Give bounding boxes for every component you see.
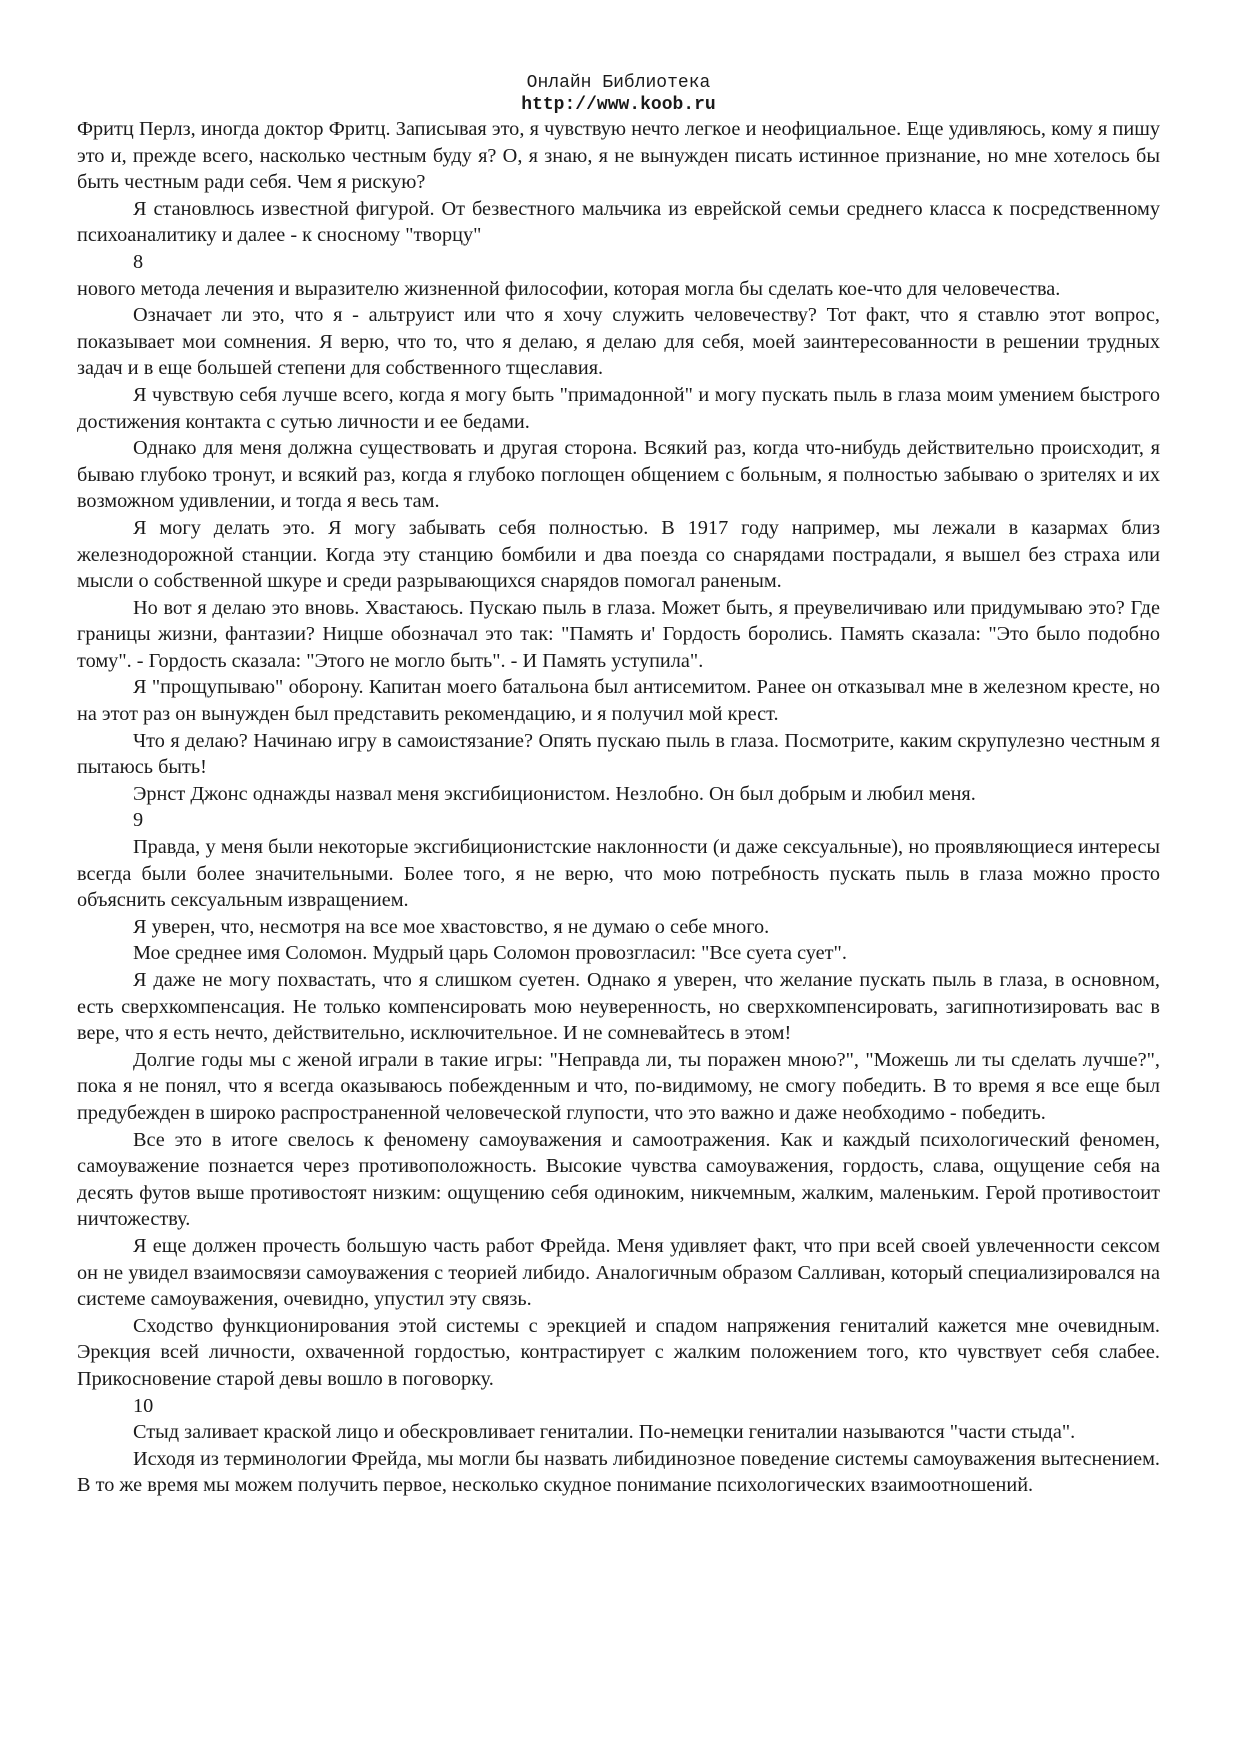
- paragraph: Фритц Перлз, иногда доктор Фритц. Записывая это, я чувствую нечто легкое и неофициальное. Еще удивляюсь, кому я пишу это и, прежде всего, насколько честным буду я? О, я знаю, я не вынужден писать истинное признание, но мне хотелось бы быть честным ради себя. Чем я рискую?: [77, 118, 1160, 194]
- page-number-marker: 10: [133, 1394, 154, 1417]
- paragraph: Я уверен, что, несмотря на все мое хвастовство, я не думаю о себе много.: [133, 915, 770, 938]
- paragraph: Стыд заливает краской лицо и обескровливает гениталии. По-немецки гениталии называются "части стыда".: [133, 1421, 1076, 1444]
- paragraph: Однако для меня должна существовать и другая сторона. Всякий раз, когда что-нибудь действительно происходит, я бываю глубоко тронут, и всякий раз, когда я глубоко поглощен общением с больным, я полностью забываю о зрителях и их возможном удивлении, и тогда я весь там.: [77, 437, 1160, 513]
- paragraph: Я могу делать это. Я могу забывать себя полностью. В 1917 году например, мы лежали в казармах близ железнодорожной станции. Когда эту станцию бомбили и два поезда со снарядами пострадали, я вышел без страха или мысли о собственной шкуре и среди разрывающихся снарядов помогал раненым.: [77, 516, 1160, 593]
- paragraph: Я становлюсь известной фигурой. От безвестного мальчика из еврейской семьи среднего класса к посредственному психоаналитику и далее - к сносному "творцу": [77, 197, 1160, 247]
- page-number-marker: 8: [133, 250, 144, 273]
- paragraph: Я даже не могу похвастать, что я слишком суетен. Однако я уверен, что желание пускать пыль в глаза, в основном, есть сверхкомпенсация. Не только компенсировать мою неуверенность, но сверхкомпенсировать, загипнотизировать вас в вере, что я есть нечто, действительно, исключительное. И не сомневайтесь в этом!: [77, 969, 1160, 1045]
- page-header: [77, 72, 1160, 116]
- paragraph: Я "прощупываю" оборону. Капитан моего батальона был антисемитом. Ранее он отказывал мне в железном кресте, но на этот раз он вынужден был представить рекомендацию, и я получил мой крест.: [77, 676, 1160, 726]
- paragraph: Исходя из терминологии Фрейда, мы могли бы назвать либидинозное поведение системы самоуважения вытеснением. В то же время мы можем получить первое, несколько скудное понимание психологических взаимоотношений.: [77, 1447, 1160, 1497]
- paragraph: Означает ли это, что я - альтруист или что я хочу служить человечеству? Тот факт, что я ставлю этот вопрос, показывает мои сомнения. Я верю, что то, что я делаю, я делаю для себя, моей заинтересованности в решении трудных задач и в еще большей степени для собственного тщеславия.: [77, 304, 1160, 380]
- paragraph: Я чувствую себя лучше всего, когда я могу быть "примадонной" и могу пускать пыль в глаза моим умением быстрого достижения контакта с сутью личности и ее бедами.: [77, 383, 1160, 433]
- paragraph: Сходство функционирования этой системы с эрекцией и спадом напряжения гениталий кажется мне очевидным. Эрекция всей личности, охваченной гордостью, контрастирует с жалким положением того, кто чувствует себя слабее. Прикосновение старой девы вошло в поговорку.: [77, 1314, 1160, 1390]
- paragraph: Я еще должен прочесть большую часть работ Фрейда. Меня удивляет факт, что при всей своей увлеченности сексом он не увидел взаимосвязи самоуважения с теорией либидо. Аналогичным образом Салливан, который специализировался на системе самоуважения, очевидно, упустил эту связь.: [77, 1234, 1160, 1311]
- page-number-marker: 9: [133, 809, 144, 832]
- library-url[interactable]: http://www.koob.ru: [521, 95, 716, 115]
- paragraph: Мое среднее имя Соломон. Мудрый царь Соломон провозгласил: "Все суета сует".: [133, 942, 847, 965]
- document-body: [77, 116, 1160, 1499]
- paragraph: Долгие годы мы с женой играли в такие игры: "Неправда ли, ты поражен мною?", "Можешь ли ты сделать лучше?", пока я не понял, что я всегда оказываюсь побежденным и что, по-видимому, не смогу победить. В то время я все еще был предубежден в широко распространенной человеческой глупости, что это важно и даже необходимо - победить.: [77, 1048, 1160, 1124]
- paragraph: Эрнст Джонс однажды назвал меня эксгибиционистом. Незлобно. Он был добрым и любил меня.: [133, 782, 976, 805]
- paragraph: Но вот я делаю это вновь. Хвастаюсь. Пускаю пыль в глаза. Может быть, я преувеличиваю или придумываю это? Где границы жизни, фантазии? Ницше обозначал это так: "Память и' Гордость боролись. Память сказала: "Это было подобно тому". - Гордость сказала: "Этого не могло быть". - И Память уступила".: [77, 596, 1160, 672]
- paragraph: нового метода лечения и выразителю жизненной философии, которая могла бы сделать кое-что для человечества.: [77, 277, 1061, 300]
- paragraph: Что я делаю? Начинаю игру в самоистязание? Опять пускаю пыль в глаза. Посмотрите, каким скрупулезно честным я пытаюсь быть!: [77, 729, 1160, 779]
- paragraph: Правда, у меня были некоторые эксгибиционистские наклонности (и даже сексуальные), но проявляющиеся интересы всегда были более значительными. Более того, я не верю, что мою потребность пускать пыль в глаза можно просто объяснить сексуальным извращением.: [77, 836, 1160, 912]
- library-title: Онлайн Библиотека: [526, 73, 711, 93]
- paragraph: Все это в итоге свелось к феномену самоуважения и самоотражения. Как и каждый психологический феномен, самоуважение познается через противоположность. Высокие чувства самоуважения, гордость, слава, ощущение себя на десять футов выше противостоят низким: ощущению себя одиноким, никчемным, жалким, маленьким. Герой противостоит ничтожеству.: [77, 1128, 1160, 1231]
